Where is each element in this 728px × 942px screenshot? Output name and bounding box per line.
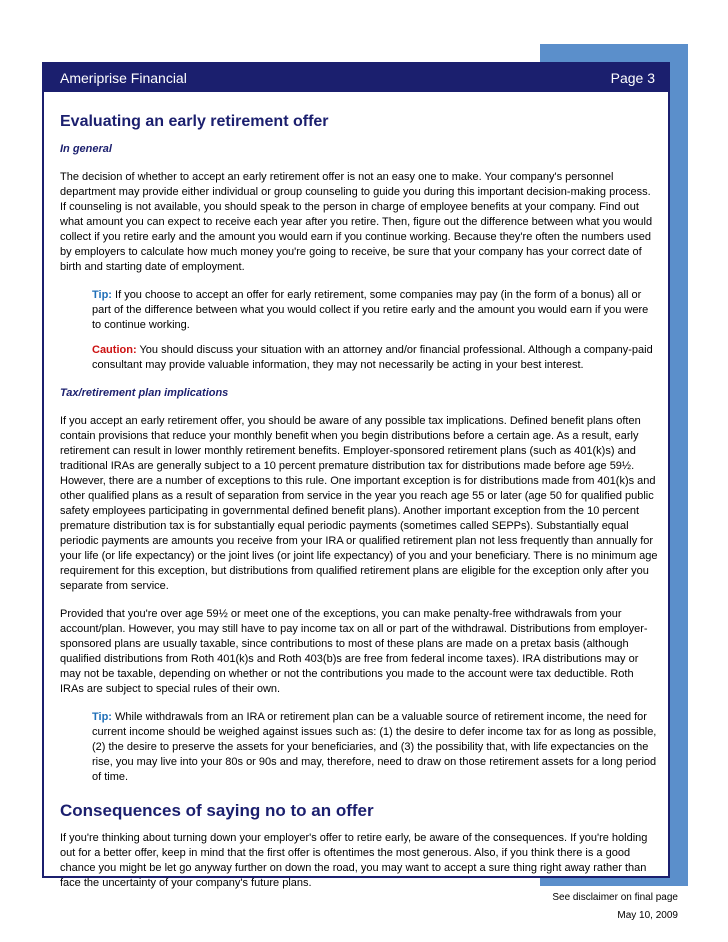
page-number: Page 3 xyxy=(610,70,655,86)
footer-date: May 10, 2009 xyxy=(617,910,678,921)
footer-disclaimer: See disclaimer on final page xyxy=(552,892,678,903)
paragraph-tax-1: If you accept an early retirement offer, you should be aware of any possible tax implications. Defined benefit plans often contain provisions that reduce your monthly benefit when you begin distributions before a certain age. As a result, early retirement can result in lower monthly retirement benefits. Employer-sponsored retirement plans (such as 401(k)s) and traditional IRAs are generally subject to a 10 percent premature distribution tax for distributions made before age 59½. However, there are a number of exceptions to this rule. One important exception is for distributions made from 401(k)s and other qualified plans as a result of separation from service in the year you reach age 55 or later (age 50 for qualified public safety employees participating in governmental defined benefit plans). Another important exception from the 10 percent premature distribution tax is for substantially equal periodic payments (sometimes called SEPPs). Substantially equal periodic payments are amounts you receive from your IRA or qualified retirement plan not less frequently than annually for your life (or life expectancy) or the joint lives (or joint life expectancy) of you and your beneficiary. There is no minimum age requirement for this exception, but distributions from qualified retirement plans are eligible for the exception only after you separate from service. xyxy=(60,415,658,592)
tip-label: Tip: xyxy=(92,289,112,301)
tip-callout-2 xyxy=(92,710,658,785)
page-frame xyxy=(42,62,670,889)
subheading-in-general: In general xyxy=(60,143,112,155)
paragraph-tax-2: Provided that you're over age 59½ or meet one of the exceptions, you can make penalty-free withdrawals from your account/plan. However, you may still have to pay income tax on all or part of the withdrawal. Distributions from employer-sponsored plans are usually taxable, since contributions to most of these plans are made on a pretax basis (although qualified distributions from Roth 401(k)s and Roth 403(b)s are free from federal income taxes). IRA distributions may or may not be taxable, depending on whether or not the contributions you made to the account were tax deductible. Roth IRAs are subject to special rules of their own. xyxy=(60,608,648,695)
brand-name: Ameriprise Financial xyxy=(60,70,187,86)
caution-callout xyxy=(92,343,658,373)
tip-text: While withdrawals from an IRA or retirement plan can be a valuable source of retirement income, the need for current income should be weighed against issues such as: (1) the desire to defer income tax for as long as possible, (2) the desire to preserve the assets for your beneficiaries, and (3) the possibility that, with life expectancies on the rise, you may live into your 80s or 90s and may, therefore, need to draw on those retirement assets for a long period of time. xyxy=(92,711,657,783)
tip-callout-1 xyxy=(92,288,658,333)
paragraph-in-general: The decision of whether to accept an early retirement offer is not an easy one to make. Your company's personnel department may provide either individual or group counseling to guide you during this important decision-making process. If counseling is not available, you should speak to the person in charge of employee benefits at your company. Find out what amount you can expect to receive each year after you retire. Then, figure out the difference between what you would collect if you retire early and the amount you would earn if you continue working. Because they're often the numbers used by employers to calculate how much money you're going to receive, be sure that your company has your correct date of birth and starting date of employment. xyxy=(60,171,653,273)
section-title-consequences: Consequences of saying no to an offer xyxy=(60,801,374,820)
header-bar xyxy=(44,64,668,92)
caution-text: You should discuss your situation with an attorney and/or financial professional. Although a company-paid consultant may provide valuable information, they may not necessarily be acting in your best interest. xyxy=(92,344,653,371)
subheading-tax-implications: Tax/retirement plan implications xyxy=(60,387,229,399)
caution-label: Caution: xyxy=(92,344,137,356)
tip-label: Tip: xyxy=(92,711,112,723)
tip-text: If you choose to accept an offer for early retirement, some companies may pay (in the form of a bonus) all or part of the difference between what you would collect if you retire early and the amount you would earn if you were to continue working. xyxy=(92,289,649,331)
section-title-evaluating: Evaluating an early retirement offer xyxy=(60,113,329,130)
article-body xyxy=(60,112,658,904)
paragraph-consequences: If you're thinking about turning down your employer's offer to retire early, be aware of the consequences. If you're holding out for a better offer, keep in mind that the first offer is oftentimes the most generous. Also, if you think there is a good chance you might be let go anyway further on down the road, you may want to accept a sure thing right away rather than face the uncertainty of your company's future plans. xyxy=(60,832,648,889)
